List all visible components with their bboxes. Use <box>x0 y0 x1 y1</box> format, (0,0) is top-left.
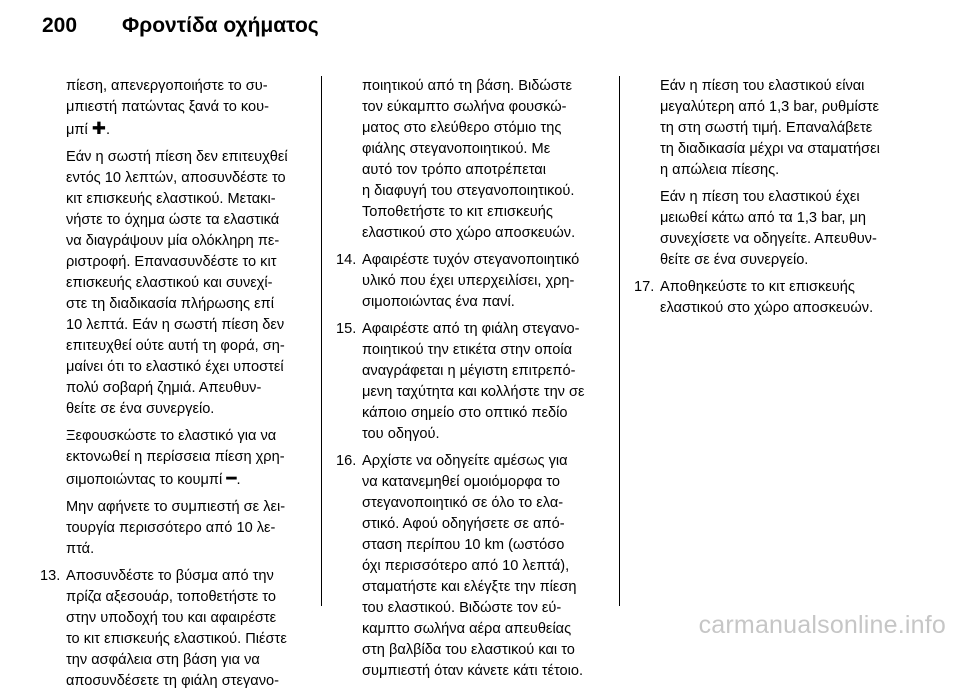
text-column-1 <box>40 76 308 698</box>
list-item-13: 13. Αποσυνδέστε το βύσμα από την πρίζα αξεσουάρ, τοποθετήστε το στην υποδοχή του και αφαιρέστε το κιτ επισκευής ελαστικού. Πιέστε την ασφάλεια στη βάση για να αποσυνδέσετε τη φιάλη στεγανο- <box>40 566 308 692</box>
page-header <box>42 14 319 50</box>
paragraph-compressor-off: πίεση, απενεργοποιήστε το συ- μπιεστή πατώντας ξανά το κου- μπί ✚. <box>66 78 269 138</box>
list-item-number: 13. <box>40 568 61 584</box>
paragraph-pressure-above: Εάν η πίεση του ελαστικού είναι μεγαλύτερη από 1,3 bar, ρυθμίστε τη στη σωστή τιμή. Επαναλάβετε τη διαδικασία μέχρι να σταματήσει η απώλεια πίεσης. <box>660 78 880 178</box>
column-divider-1 <box>321 76 322 606</box>
minus-icon: ━ <box>226 469 237 488</box>
list-item-number: 14. <box>336 252 357 268</box>
page-number: 200 <box>42 14 78 37</box>
column-divider-2 <box>619 76 620 606</box>
paragraph-runtime-warning: Μην αφήνετε το συμπιεστή σε λει- τουργία περισσότερο από 10 λε- πτά. <box>66 499 286 557</box>
paragraph-deflate: Ξεφουσκώστε το ελαστικό για να εκτονωθεί η περίσσεια πίεση χρη- σιμοποιώντας το κουμπί ━. <box>66 428 285 488</box>
list-item-number: 17. <box>634 279 655 295</box>
list-item-13-continued: ποιητικού από τη βάση. Βιδώστε τον εύκαμπτο σωλήνα φουσκώ- ματος στο ελεύθερο στόμιο της φιάλης στεγανοποιητικού. Με αυτό τον τρόπο αποτρέπεται η διαφυγή του στεγανοποιητικού. Τοποθετήστε το κιτ επισκευής ελαστικού στο χώρο αποσκευών. <box>362 78 576 241</box>
text-column-3 <box>634 76 906 325</box>
watermark: carmanualsonline.info <box>698 611 946 639</box>
list-item-16: 16. Αρχίστε να οδηγείτε αμέσως για να κατανεμηθεί ομοιόμορφα το στεγανοποιητικό σε όλο το ελα- στικό. Αφού οδηγήσετε σε από- σταση περίπου 10 km (ωστόσο όχι περισσότερο από 10 λεπτά), σταματήστε και ελέγξτε την πίεση του ελαστικού. Βιδώστε τον εύ- καμπτο σωλήνα αέρα απευθείας στη βαλβίδα του ελαστικού και το συμπιεστή όταν κάνετε κάτι τέτοιο. <box>336 451 604 682</box>
page-title: Φροντίδα οχήματος <box>122 14 319 37</box>
text-column-2 <box>336 76 604 688</box>
paragraph-pressure-not-reached: Εάν η σωστή πίεση δεν επιτευχθεί εντός 10 λεπτών, αποσυνδέστε το κιτ επισκευής ελαστικού. Μετακι- νήστε το όχημα ώστε τα ελαστικά να διαγράψουν μία ολόκληρη πε- ριστροφή. Επανασυνδέστε το κιτ επισκευής ελαστικού και συνεχί- στε τη διαδικασία πλήρωσης επί 10 λεπτά. Εάν η σωστή πίεση δεν επιτευχθεί ούτε αυτή τη φορά, ση- μαίνει ότι το ελαστικό έχει υποστεί πολύ σοβαρή ζημιά. Απευθυν- θείτε σε ένα συνεργείο. <box>66 149 288 417</box>
paragraph-pressure-below: Εάν η πίεση του ελαστικού έχει μειωθεί κάτω από τα 1,3 bar, μη συνεχίσετε να οδηγείτε. Απευθυν- θείτε σε ένα συνεργείο. <box>660 189 877 268</box>
list-item-number: 16. <box>336 453 357 469</box>
list-item-number: 15. <box>336 321 357 337</box>
list-item-15: 15. Αφαιρέστε από τη φιάλη στεγανο- ποιητικού την ετικέτα στην οποία αναγράφεται η μέγιστη επιτρεπό- μενη ταχύτητα και κολλήστε την σε κάποιο σημείο στο οπτικό πεδίο του οδηγού. <box>336 319 604 445</box>
list-item-14: 14. Αφαιρέστε τυχόν στεγανοποιητικό υλικό που έχει υπερχειλίσει, χρη- σιμοποιώντας ένα πανί. <box>336 250 604 313</box>
list-item-17: 17. Αποθηκεύστε το κιτ επισκευής ελαστικού στο χώρο αποσκευών. <box>634 277 906 319</box>
plus-icon: ✚ <box>91 119 107 138</box>
